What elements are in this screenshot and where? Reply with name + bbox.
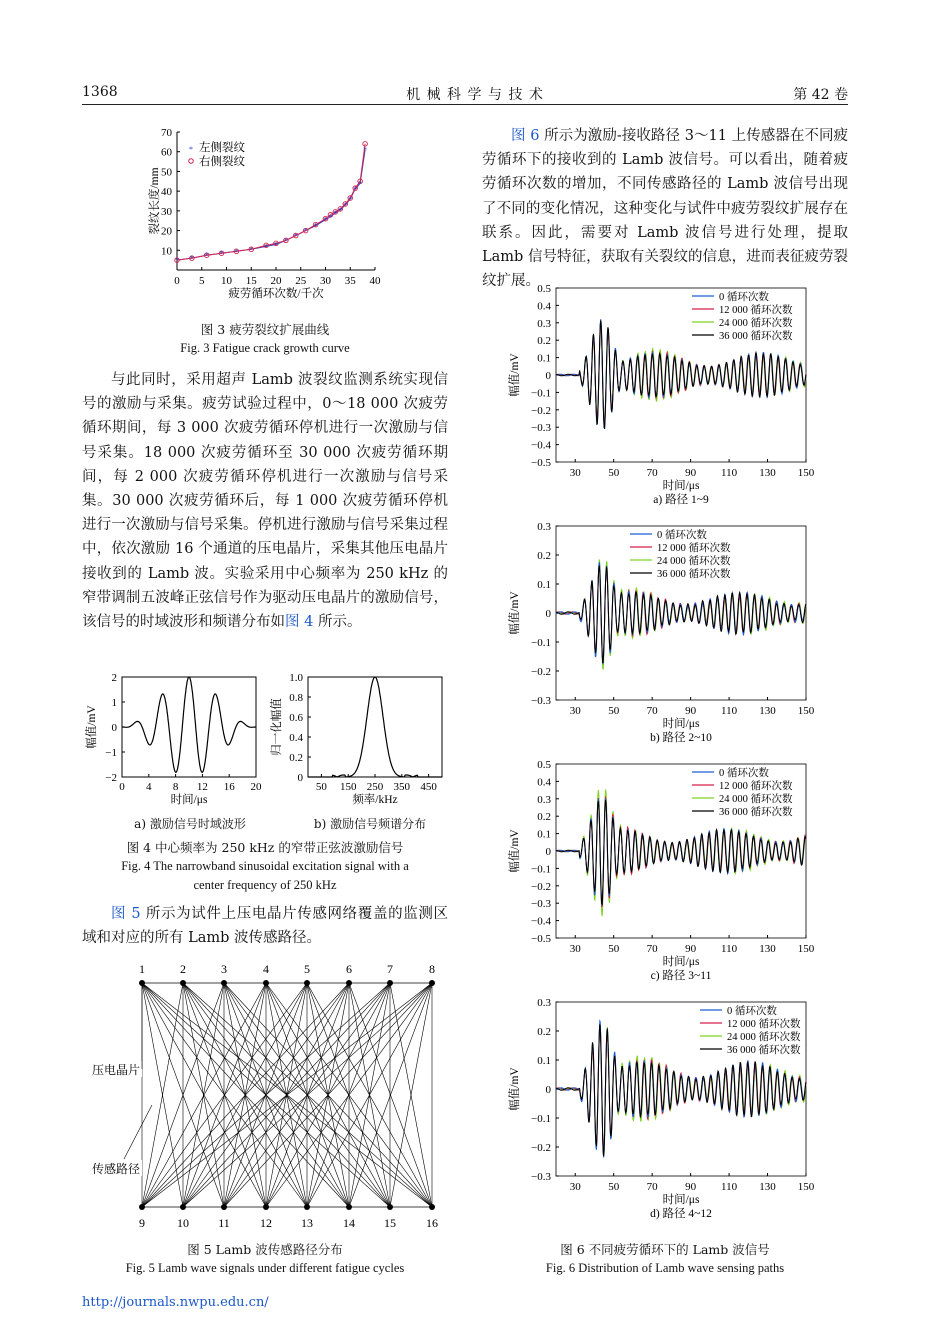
fig4-caption-en2: center frequency of 250 kHz — [193, 878, 337, 892]
fig3-x-label: 疲劳循环次数/千次 — [228, 288, 324, 300]
fig5-sensor-bottom — [387, 1204, 393, 1210]
fig5-sensor-bottom — [221, 1204, 227, 1210]
journal-title: 机 械 科 学 与 技 术 — [406, 87, 544, 103]
fig3-point-left: * — [328, 212, 333, 222]
fig3-caption — [82, 320, 448, 358]
fig6-y-tick-label: 0 — [545, 370, 551, 382]
fig6-y-tick-label: −0.2 — [531, 666, 551, 678]
fig6-y-tick-label: 0.2 — [537, 811, 551, 824]
fig6-x-tick-label: 150 — [797, 943, 815, 955]
fig4a-x-tick-label: 16 — [223, 781, 235, 793]
fig6-legend-label: 12 000 循环次数 — [719, 305, 793, 316]
fig3-point-left: * — [313, 221, 318, 231]
fig5-caption-en: Fig. 5 Lamb wave signals under different fatigue cycles — [125, 1261, 405, 1275]
fig6-y-tick-label: −0.4 — [531, 439, 551, 452]
fig6-x-tick-label: 150 — [797, 467, 815, 479]
fig4-caption-cn: 图 4 中心频率为 250 kHz 的窄带正弦波激励信号 — [126, 840, 404, 855]
fig4a-subcaption: a) 激励信号时域波形 — [134, 817, 246, 831]
fig6-y-label: 幅值/mV — [509, 591, 521, 635]
fig5-top-label: 8 — [429, 962, 435, 976]
fig4b-x-tick-label: 150 — [339, 781, 357, 793]
fig4a-x-tick-label: 20 — [250, 781, 262, 793]
fig3-point-left: * — [363, 145, 368, 155]
body-paragraph-1 — [82, 368, 448, 634]
fig6-legend-label: 24 000 循环次数 — [657, 556, 731, 567]
fig6-ref-link[interactable]: 图 6 — [511, 128, 540, 144]
fig3-point-left: * — [234, 247, 239, 257]
fig5-top-label: 2 — [180, 962, 186, 976]
fig3-y-tick-label: 40 — [161, 186, 172, 199]
fig4b-y-tick-label: 0 — [297, 772, 303, 784]
fig3-point-left: * — [348, 195, 353, 205]
fig4a-y-tick-label: −2 — [105, 772, 117, 784]
fig6-y-tick-label: −0.1 — [531, 637, 551, 649]
fig6-caption-en: Fig. 6 Distribution of Lamb wave sensing paths — [545, 1261, 785, 1275]
fig3-point-left: * — [323, 215, 328, 225]
fig5-bottom-label: 11 — [218, 1216, 230, 1230]
fig6-y-tick-label: 0.1 — [537, 828, 551, 841]
fig6-y-tick-label: −0.3 — [531, 422, 551, 435]
fig6-x-tick-label: 30 — [569, 943, 581, 955]
fig3-point-left: * — [343, 200, 348, 210]
fig6-x-tick-label: 110 — [721, 705, 738, 717]
fig6-y-tick-label: −0.3 — [531, 898, 551, 911]
volume: 第 42 卷 — [793, 87, 848, 103]
fig3-caption-en: Fig. 3 Fatigue crack growth curve — [180, 341, 350, 355]
fig6-x-label: 时间/μs — [662, 956, 700, 968]
fig6-x-tick-label: 130 — [759, 1181, 776, 1193]
fig3-y-tick-label: 10 — [161, 245, 172, 258]
fig3-y-tick-label: 20 — [161, 225, 172, 238]
fig6-x-tick-label: 90 — [685, 705, 697, 717]
fig5-sensor-top — [263, 980, 269, 986]
fig3-x-tick-label: 40 — [369, 275, 381, 287]
fig6-y-tick-label: 0.3 — [537, 317, 551, 330]
para1-text: 与此同时，采用超声 Lamb 波裂纹监测系统实现信号的激励与采集。疲劳试验过程中，0～18 000 次疲劳循环期间，每 3 000 次疲劳循环停机进行一次激励与信号采集。18 000 次疲劳循环至 30 000 次疲劳循环期间，每 2 000 次疲劳循环停机进行一次激励与信号采集。30 000 次疲劳循环后，每 1 000 次疲劳循环停机进行一次激励与信号采集。停机进行激励与信号采集过程中，依次激励 16 个通道的压电晶片，采集其他压电晶片接收到的 Lamb 波。实验采用中心频率为 250 kHz 的窄带调制五波峰正弦信号作为驱动压电晶片的激励信号，该信号的时域波形和频谱分布如 — [82, 372, 448, 631]
fig6-y-tick-label: −0.4 — [531, 915, 551, 928]
fig3-point-left: * — [249, 245, 254, 255]
fig3-y-tick-label: 60 — [161, 146, 172, 159]
fig5-sensor-top — [387, 980, 393, 986]
fig6-legend-label: 12 000 循环次数 — [657, 543, 731, 554]
fig6-x-tick-label: 70 — [646, 467, 658, 479]
fig4a-x-tick-label: 8 — [172, 781, 179, 793]
fig3-point-left: * — [303, 226, 308, 236]
fig6-legend-label: 24 000 循环次数 — [719, 318, 793, 329]
fig6c-chart — [482, 756, 848, 988]
fig4a-chart — [82, 665, 272, 815]
fig4a-y-label: 幅值/mV — [86, 705, 98, 749]
fig4b-subcaption: b) 激励信号频谱分布 — [313, 817, 427, 831]
fig5-caption-cn: 图 5 Lamb 波传感路径分布 — [187, 1242, 343, 1257]
para1-tail: 所示。 — [313, 614, 362, 631]
fig6-legend-label: 0 循环次数 — [719, 292, 769, 303]
fig6-y-tick-label: −0.1 — [531, 863, 551, 876]
fig6-legend-label: 12 000 循环次数 — [719, 781, 793, 792]
fig3-point-left: * — [358, 179, 363, 189]
fig6-y-tick-label: −0.1 — [531, 387, 551, 400]
fig6-x-tick-label: 150 — [797, 1181, 815, 1193]
fig3-point-left: * — [293, 231, 298, 241]
fig6-x-tick-label: 30 — [569, 705, 581, 717]
fig6d-chart — [482, 994, 848, 1226]
fig4b-spectrum-line — [308, 677, 442, 777]
fig3-x-tick-label: 5 — [199, 275, 205, 287]
para3-text: 所示为激励-接收路径 3～11 上传感器在不同疲劳循环下的接收到的 Lamb 波信号。可以看出，随着疲劳循环次数的增加，不同传感路径的 Lamb 波信号出现了不同的变化情况，这种变化与试件中疲劳裂纹扩展存在联系。因此，需要对 Lamb 波信号进行处理，提取 Lamb 信号特征，获取有关裂纹的信息，进而表征疲劳裂纹扩展。 — [482, 128, 849, 290]
fig5-top-label: 4 — [263, 962, 269, 976]
fig6-x-tick-label: 30 — [569, 1181, 581, 1193]
fig3-caption-cn: 图 3 疲劳裂纹扩展曲线 — [200, 322, 330, 337]
fig4a-x-label: 时间/μs — [170, 794, 208, 806]
fig3-x-tick-label: 35 — [344, 275, 356, 287]
fig3-point-left: * — [264, 242, 269, 252]
fig3-point-left: * — [353, 185, 358, 195]
fig6-y-tick-label: 0 — [545, 846, 551, 858]
fig6-y-tick-label: 0.1 — [537, 579, 551, 591]
fig4b-x-tick-label: 250 — [366, 781, 384, 793]
fig4b-y-tick-label: 0.8 — [289, 692, 303, 704]
fig5-caption — [82, 1240, 448, 1278]
fig6-legend-label: 36 000 循环次数 — [719, 331, 793, 342]
fig6a-chart — [482, 280, 848, 512]
fig6-y-label: 幅值/mV — [509, 829, 521, 873]
fig3-y-label: 裂纹长度/mm — [149, 167, 161, 235]
fig5-sensor-bottom — [429, 1204, 435, 1210]
para2-text: 所示为试件上压电晶片传感网络覆盖的监测区域和对应的所有 Lamb 波传感路径。 — [82, 906, 449, 947]
fig6-y-tick-label: −0.3 — [531, 1171, 551, 1183]
fig4a-y-tick-label: −1 — [105, 747, 117, 759]
fig3-point-left: * — [338, 205, 343, 215]
fig6-y-tick-label: 0.5 — [537, 759, 551, 771]
fig6-x-tick-label: 110 — [721, 467, 738, 479]
fig6-y-tick-label: 0.3 — [537, 793, 551, 806]
fig3-legend-right: 右侧裂纹 — [199, 156, 245, 168]
fig5-bottom-label: 10 — [177, 1216, 189, 1230]
fig4b-y-tick-label: 0.4 — [289, 732, 303, 744]
fig6-x-tick-label: 50 — [608, 943, 620, 955]
fig6-x-tick-label: 50 — [608, 1181, 620, 1193]
fig6-y-tick-label: 0 — [545, 608, 551, 620]
fig6-y-tick-label: 0.3 — [537, 997, 551, 1009]
fig4-caption — [82, 838, 448, 895]
fig6-x-tick-label: 90 — [685, 467, 697, 479]
fig5-sensor-bottom — [263, 1204, 269, 1210]
fig6-x-tick-label: 130 — [759, 943, 776, 955]
fig6-x-tick-label: 70 — [646, 1181, 658, 1193]
fig5-bottom-label: 14 — [343, 1216, 355, 1230]
fig4a-signal-line — [122, 677, 256, 772]
fig6-y-label: 幅值/mV — [509, 353, 521, 397]
fig4b-x-label: 频率/kHz — [352, 794, 398, 806]
body-paragraph-3 — [482, 124, 848, 293]
fig3-x-tick-label: 0 — [174, 275, 180, 287]
fig4a-y-tick-label: 2 — [111, 672, 117, 684]
fig3-x-tick-label: 20 — [270, 275, 282, 287]
fig3-x-tick-label: 15 — [245, 275, 257, 287]
fig3-chart — [130, 120, 400, 320]
fig6-caption — [482, 1240, 848, 1278]
fig6-y-tick-label: −0.1 — [531, 1113, 551, 1125]
fig5-bottom-label: 15 — [384, 1216, 396, 1230]
fig5-sensor-top — [180, 980, 186, 986]
fig6-subcaption: c) 路径 3~11 — [650, 970, 712, 982]
fig3-point-left: * — [274, 240, 278, 250]
fig6-caption-cn: 图 6 不同疲劳循环下的 Lamb 波信号 — [560, 1242, 770, 1257]
fig3-y-tick-label: 30 — [161, 205, 172, 218]
fig3-legend-marker-left: * — [189, 145, 193, 154]
fig3-y-tick-label: 70 — [161, 127, 172, 139]
fig3-x-tick-label: 30 — [320, 275, 331, 287]
fig6-y-tick-label: 0.1 — [537, 352, 551, 365]
fig4b-y-tick-label: 0.6 — [289, 712, 303, 724]
fig6-x-tick-label: 110 — [721, 943, 738, 955]
fig6-x-label: 时间/μs — [662, 718, 700, 730]
fig5-sensor-top — [346, 980, 352, 986]
fig4b-frame — [308, 677, 442, 777]
fig6-y-tick-label: −0.2 — [531, 1142, 551, 1154]
fig6-y-tick-label: −0.5 — [531, 457, 551, 469]
fig4a-x-tick-label: 4 — [146, 781, 152, 793]
fig6-legend-label: 0 循环次数 — [719, 768, 769, 779]
fig5-top-label: 6 — [346, 962, 352, 976]
fig5-label-piezo: 压电晶片 — [92, 1063, 141, 1077]
fig5-sensor-bottom — [304, 1204, 310, 1210]
fig4b-y-tick-label: 1.0 — [289, 672, 303, 684]
fig6-y-tick-label: −0.5 — [531, 933, 551, 945]
fig6-x-tick-label: 110 — [721, 1181, 738, 1193]
fig3-x-tick-label: 10 — [221, 275, 232, 287]
fig6-x-tick-label: 70 — [646, 943, 658, 955]
fig3-point-left: * — [175, 256, 179, 266]
fig5-top-label: 3 — [221, 962, 227, 976]
fig5-sensor-bottom — [139, 1204, 145, 1210]
fig6-x-label: 时间/μs — [662, 1194, 700, 1206]
fig3-point-left: * — [189, 254, 194, 264]
fig4a-x-tick-label: 12 — [196, 781, 208, 793]
fig4b-x-tick-label: 50 — [315, 781, 327, 793]
fig6-legend-label: 0 循环次数 — [727, 1006, 777, 1017]
fig4a-y-tick-label: 1 — [111, 697, 117, 709]
fig3-x-tick-label: 25 — [295, 275, 307, 287]
fig6-subcaption: d) 路径 4~12 — [650, 1208, 712, 1220]
fig4a-x-tick-label: 0 — [119, 781, 125, 793]
fig6-y-tick-label: −0.2 — [531, 404, 551, 417]
fig6-legend-label: 36 000 循环次数 — [719, 807, 793, 818]
fig6-legend-label: 36 000 循环次数 — [727, 1045, 801, 1056]
fig5-bottom-label: 13 — [301, 1216, 313, 1230]
fig3-point-left: * — [283, 236, 288, 246]
fig6-y-tick-label: 0.3 — [537, 521, 551, 533]
fig4-caption-en1: Fig. 4 The narrowband sinusoidal excitation signal with a — [121, 859, 409, 873]
header-rule — [82, 104, 848, 105]
fig5-label-path: 传感路径 — [92, 1162, 141, 1176]
fig5-sensor-bottom — [180, 1204, 186, 1210]
footer-url[interactable]: http://journals.nwpu.edu.cn/ — [82, 1295, 269, 1310]
fig5-sensor-top — [221, 980, 227, 986]
fig4b-y-label: 归一化幅值 — [271, 698, 283, 756]
fig6-y-tick-label: 0.2 — [537, 550, 551, 562]
fig6-legend-label: 24 000 循环次数 — [727, 1032, 801, 1043]
fig6-legend-label: 24 000 循环次数 — [719, 794, 793, 805]
fig6-y-tick-label: 0.2 — [537, 335, 551, 348]
fig6-x-tick-label: 130 — [759, 467, 776, 479]
fig5-bottom-label: 16 — [426, 1216, 438, 1230]
fig6-x-label: 时间/μs — [662, 480, 700, 492]
fig3-y-tick-label: 50 — [161, 166, 172, 179]
fig5-top-label: 5 — [304, 962, 310, 976]
fig6-y-tick-label: 0.2 — [537, 1026, 551, 1038]
fig6-x-tick-label: 30 — [569, 467, 581, 479]
fig3-point-left: * — [204, 251, 209, 261]
fig4b-chart — [266, 665, 456, 815]
fig6-subcaption: a) 路径 1~9 — [653, 494, 709, 506]
fig5-sensor-bottom — [346, 1204, 352, 1210]
fig6b-chart — [482, 518, 848, 750]
fig6-legend-label: 36 000 循环次数 — [657, 569, 731, 580]
fig5-top-label: 7 — [387, 962, 393, 976]
fig6-x-tick-label: 50 — [608, 705, 620, 717]
fig6-x-tick-label: 70 — [646, 705, 658, 717]
fig6-subcaption: b) 路径 2~10 — [650, 732, 712, 744]
fig6-y-tick-label: −0.2 — [531, 880, 551, 893]
fig6-legend-label: 12 000 循环次数 — [727, 1019, 801, 1030]
fig4b-x-tick-label: 450 — [420, 781, 437, 793]
fig6-y-tick-label: 0 — [545, 1084, 551, 1096]
body-paragraph-2 — [82, 902, 448, 950]
page-number: 1368 — [82, 84, 118, 100]
fig6-series-line-3 — [556, 566, 806, 663]
fig5-ref-link[interactable]: 图 5 — [111, 906, 141, 922]
fig6-x-tick-label: 50 — [608, 467, 620, 479]
fig4b-y-tick-label: 0.2 — [289, 752, 303, 764]
fig6-x-tick-label: 90 — [685, 943, 697, 955]
fig3-point-left: * — [333, 208, 338, 218]
fig6-x-tick-label: 130 — [759, 705, 776, 717]
fig5-sensor-top — [304, 980, 310, 986]
fig5-bottom-label: 12 — [260, 1216, 272, 1230]
fig6-legend-label: 0 循环次数 — [657, 530, 707, 541]
fig6-y-tick-label: −0.3 — [531, 695, 551, 707]
fig3-legend-marker-right — [189, 159, 194, 164]
fig6-y-tick-label: 0.4 — [537, 776, 551, 789]
fig4a-y-tick-label: 0 — [111, 722, 117, 734]
fig6-x-tick-label: 90 — [685, 1181, 697, 1193]
fig3-point-left: * — [219, 249, 224, 259]
fig3-legend-left: 左侧裂纹 — [199, 142, 245, 154]
fig4b-x-tick-label: 350 — [393, 781, 411, 793]
fig6-y-tick-label: 0.4 — [537, 300, 551, 313]
fig5-bottom-label: 9 — [139, 1216, 145, 1230]
fig5-pointer-path — [124, 1105, 152, 1159]
fig4-ref-link[interactable]: 图 4 — [285, 614, 314, 631]
fig6-y-tick-label: 0.1 — [537, 1055, 551, 1067]
fig5-diagram — [82, 955, 462, 1235]
fig6-y-tick-label: 0.5 — [537, 283, 551, 295]
fig5-top-label: 1 — [139, 962, 145, 976]
fig6-x-tick-label: 150 — [797, 705, 815, 717]
fig5-sensor-top — [429, 980, 435, 986]
fig6-y-label: 幅值/mV — [509, 1067, 521, 1111]
